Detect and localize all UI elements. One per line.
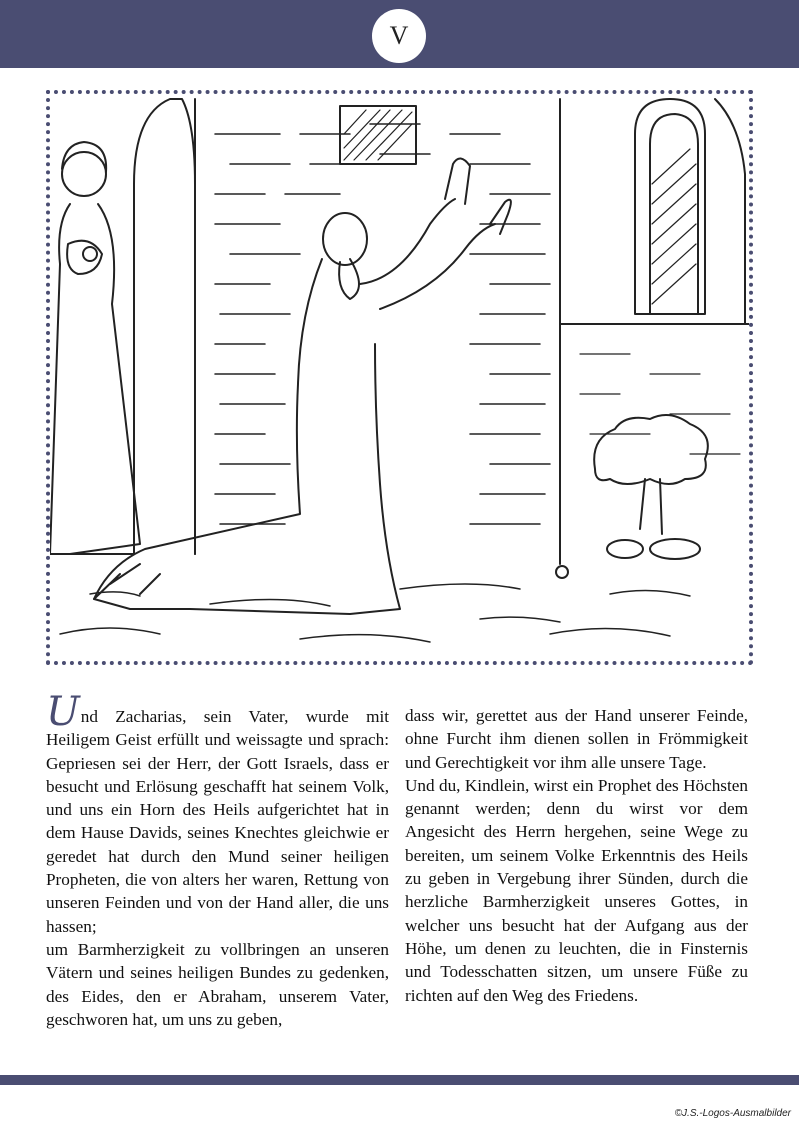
page-number: V <box>389 21 409 50</box>
page-number-badge <box>372 9 426 63</box>
paragraph-prophet: Und du, Kindlein, wirst ein Prophet des Höchsten genannt werden; denn du wirst vor dem Angesicht des Herrn hergehen, seine Wege zu bereiten, um seinem Volke Erkenntnis des Heils zu geben in Vergebung ihrer Sünden, durch die herzliche Barmherzigkeit unseres Gottes, in welcher uns besucht hat der Aufgang aus der Höhe, um denen zu leuchten, die in Finsternis und Todesschatten sitzen, um unsere Füße zu richten auf den Weg des Friedens. <box>405 775 748 1005</box>
paragraph-zacharias <box>46 689 389 938</box>
illustration-frame <box>46 90 753 665</box>
drop-cap: U <box>46 689 80 735</box>
coloring-illustration <box>50 94 749 661</box>
footer-bar <box>0 1075 799 1085</box>
right-text-column <box>405 704 748 1007</box>
paragraph-text: nd Zacharias, sein Vater, wurde mit Heiligem Geist erfüllt und weissagte und sprach: Gepriesen sei der Herr, der Gott Israels, dass er besucht und Erlösung geschafft hat seinem Volk, und uns ein Horn des Heils aufgerichtet hat in dem Hause Davids, seines Knechtes gleichwie er geredet hat durch den Mund seiner heiligen Propheten, die von alters her waren, Rettung von unseren Feinden und von der Hand aller, die uns hassen; <box>46 707 389 936</box>
paragraph-rescue: dass wir, gerettet aus der Hand unserer Feinde, ohne Furcht ihm dienen sollen in Frömmigkeit und Gerechtigkeit vor ihm alle unsere Tage. <box>405 706 748 772</box>
paragraph-covenant: um Barmherzigkeit zu vollbringen an unseren Vätern und seines heiligen Bundes zu gedenken, des Eides, den er Abraham, unserem Vater, geschworen hat, um uns zu geben, <box>46 939 389 1029</box>
left-text-column <box>46 689 389 1031</box>
copyright-notice: ©J.S.-Logos-Ausmalbilder <box>674 1108 791 1119</box>
